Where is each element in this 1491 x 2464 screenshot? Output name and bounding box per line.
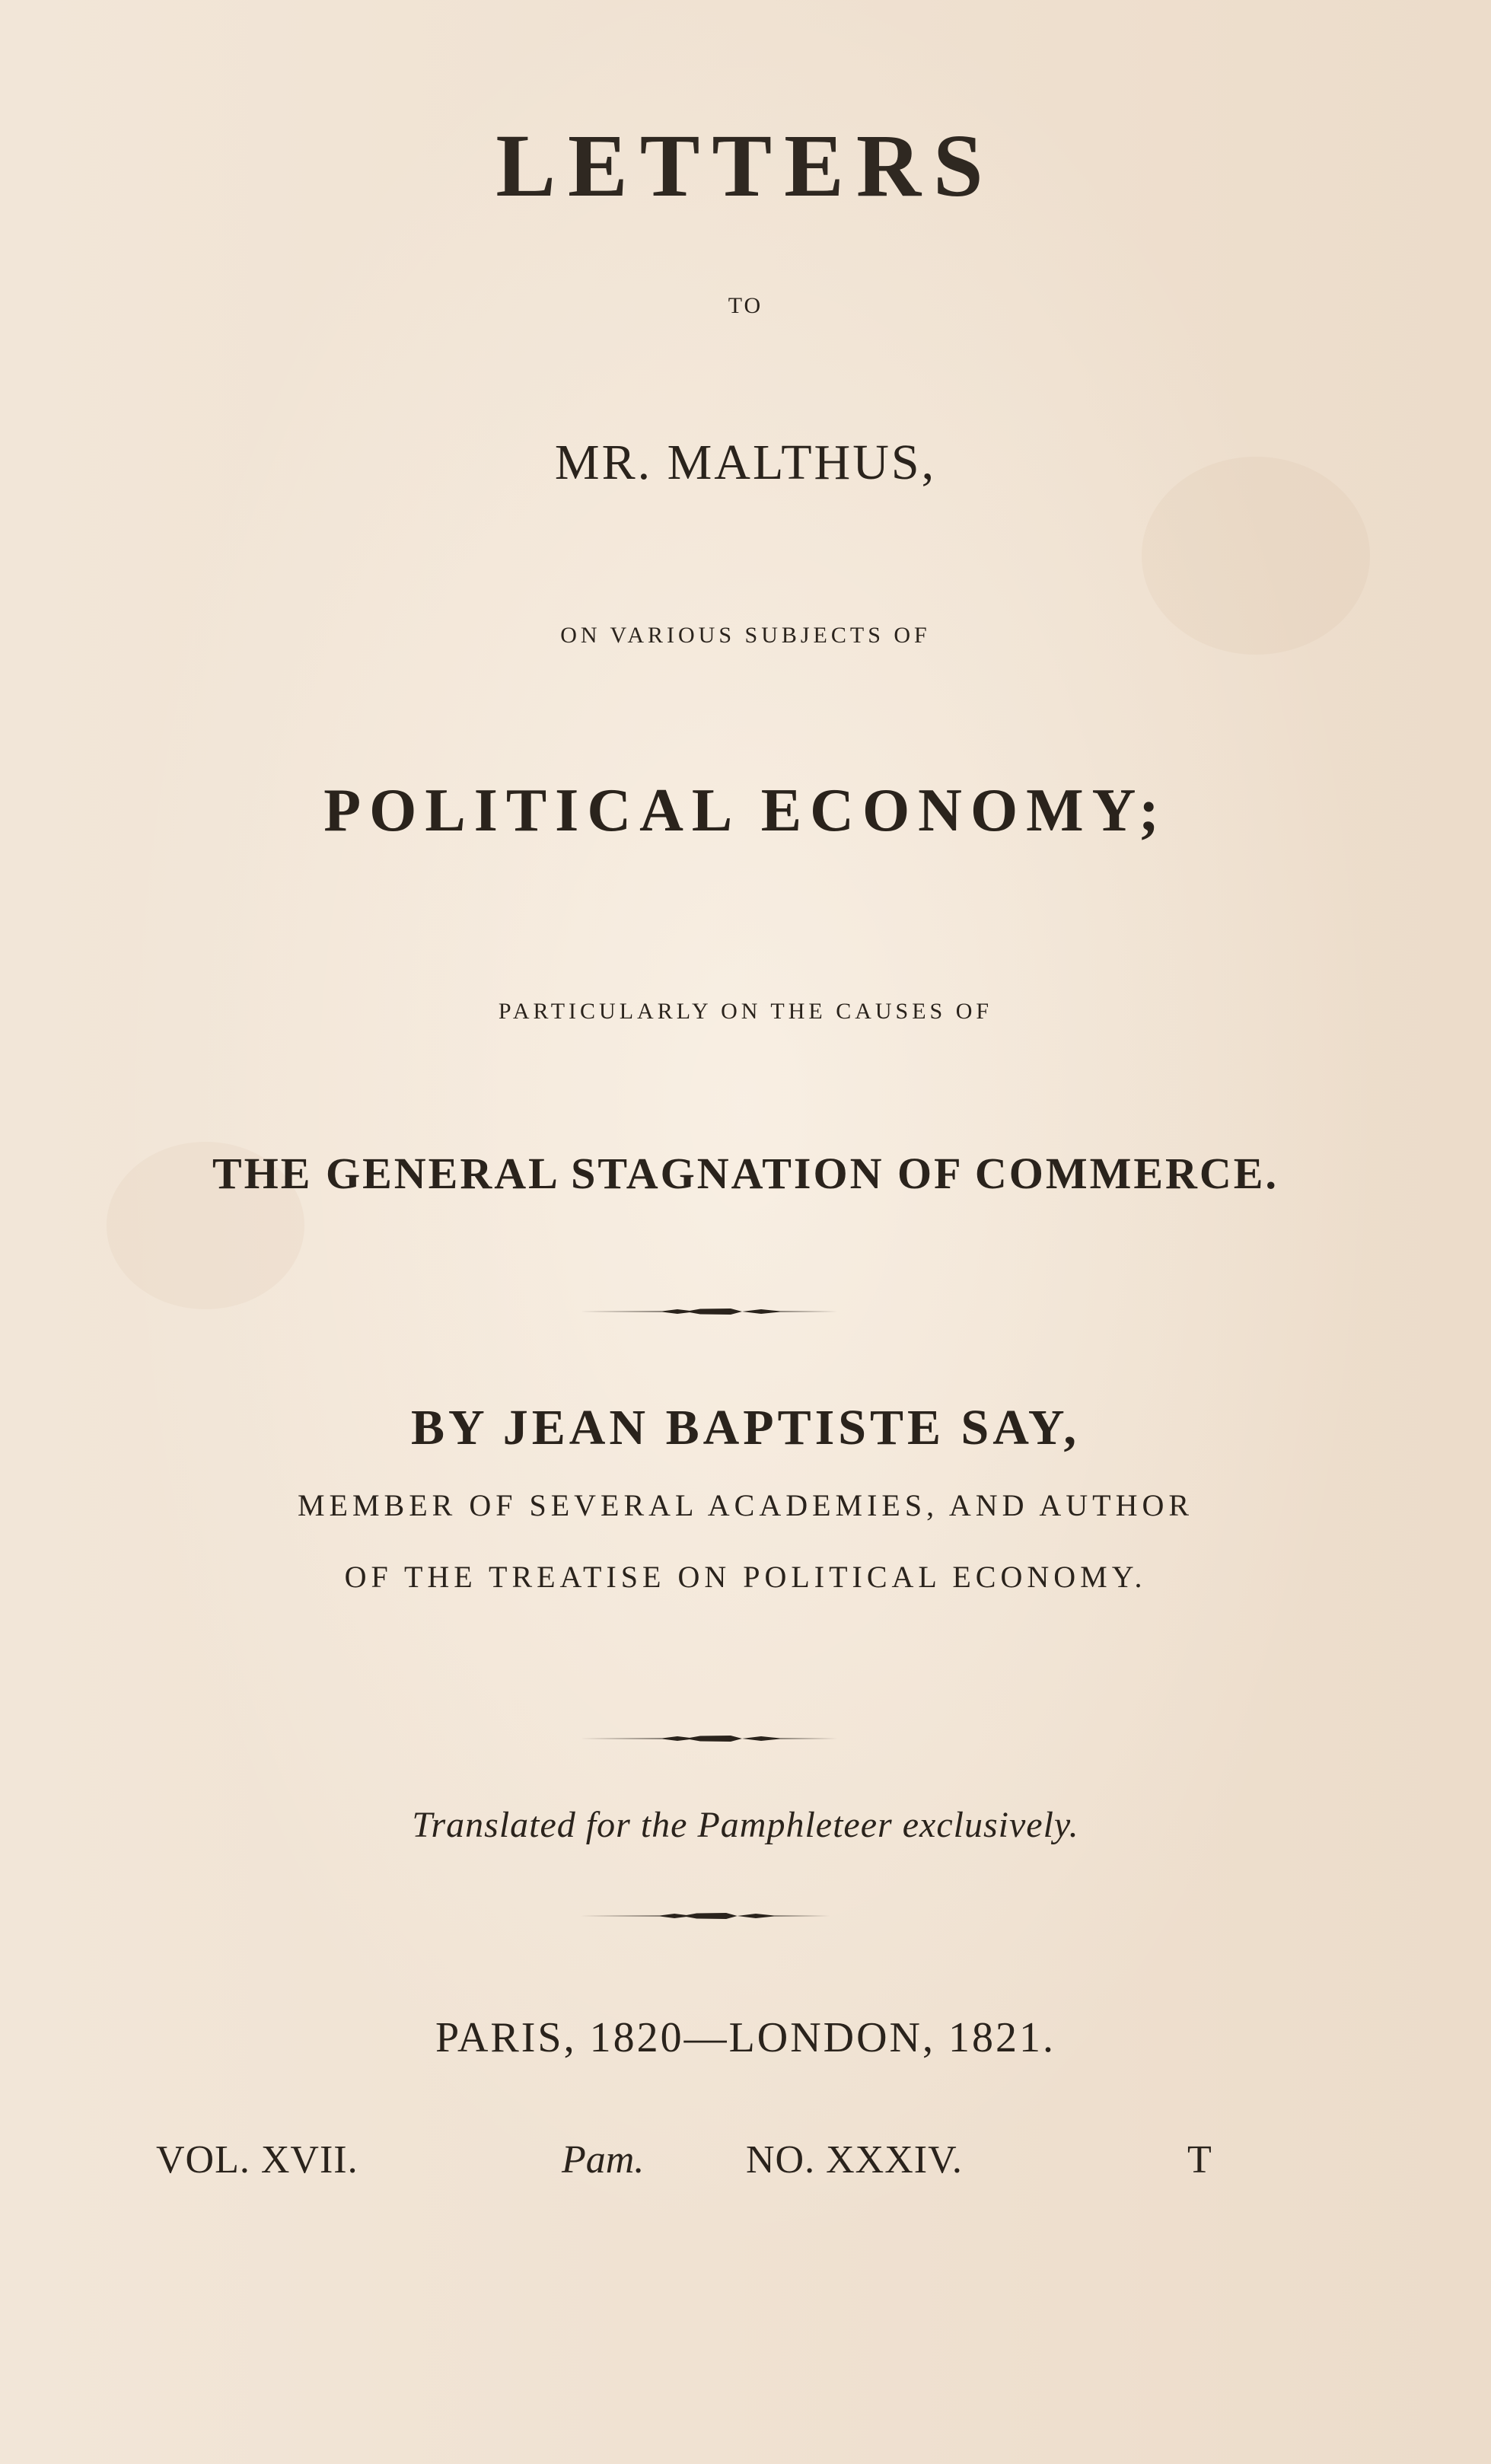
author-description: MEMBER OF SEVERAL ACADEMIES, AND AUTHOR: [297, 1488, 1194, 1522]
issue-number: NO. XXXIV.: [746, 2138, 963, 2182]
subjects-line: ON VARIOUS SUBJECTS OF: [560, 623, 931, 648]
imprint-line: PARIS, 1820—LONDON, 1821.: [435, 2014, 1056, 2061]
book-title: LETTERS: [495, 116, 996, 215]
ornamental-rule: [578, 1308, 837, 1315]
ornamental-rule: [578, 1735, 837, 1742]
volume-number: VOL. XVII.: [156, 2138, 358, 2182]
translation-note: Translated for the Pamphleteer exclusively.: [412, 1805, 1079, 1845]
particularly-line: PARTICULARLY ON THE CAUSES OF: [498, 999, 993, 1024]
ornamental-rule: [578, 1912, 830, 1920]
sub-subject: THE GENERAL STAGNATION OF COMMERCE.: [212, 1149, 1279, 1198]
author-description: OF THE TREATISE ON POLITICAL ECONOMY.: [344, 1560, 1147, 1594]
signature-mark: T: [1187, 2138, 1212, 2182]
pamphlet-label: Pam.: [562, 2138, 645, 2182]
main-subject: POLITICAL ECONOMY;: [323, 777, 1168, 844]
recipient-line: MR. MALTHUS,: [554, 435, 937, 490]
to-line: TO: [728, 293, 763, 318]
author-line: BY JEAN BAPTISTE SAY,: [411, 1400, 1080, 1455]
